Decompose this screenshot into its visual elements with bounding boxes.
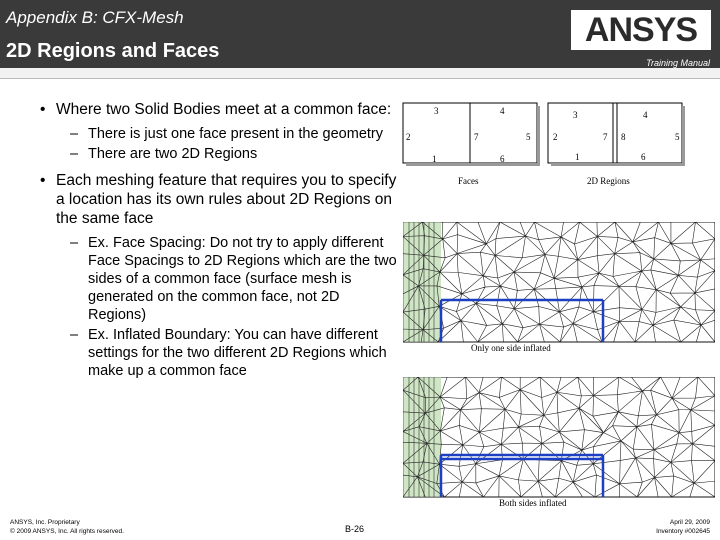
region-number: 7 (603, 132, 608, 142)
mesh-figure-only-one-side (403, 222, 715, 357)
ansys-logo (571, 10, 711, 50)
shadow (406, 163, 540, 166)
region-number: 4 (643, 110, 648, 120)
sub-bullet: – Ex. Inflated Boundary: You can have different settings for the two different 2D Regions which make up a common face (70, 326, 400, 380)
shadow (682, 106, 685, 166)
mesh-one-side-svg (403, 222, 715, 357)
bullet-2 (40, 171, 400, 380)
footer-inventory: Inventory #002645 (656, 528, 710, 535)
slide-content (40, 100, 400, 388)
mesh-both-sides-svg (403, 377, 715, 510)
face-number: 5 (526, 132, 531, 142)
sub-bullet: – There is just one face present in the geometry (70, 125, 400, 143)
footer-proprietary: ANSYS, Inc. Proprietary (10, 519, 80, 526)
ansys-logo-text: ANSYS (584, 11, 698, 49)
face-number: 2 (406, 132, 411, 142)
mesh-figure-both-sides (403, 377, 715, 510)
region-number: 1 (575, 152, 580, 162)
regions-caption: 2D Regions (587, 176, 630, 186)
faces-diagram (400, 100, 545, 190)
region-number: 2 (553, 132, 558, 142)
face-number: 1 (432, 154, 437, 164)
mesh2-caption: Both sides inflated (499, 498, 567, 508)
faces-caption: Faces (458, 176, 479, 186)
regions-diagram (545, 100, 715, 190)
mesh1-caption: Only one side inflated (471, 343, 551, 353)
footer-copyright: © 2009 ANSYS, Inc. All rights reserved. (10, 528, 124, 535)
sub-bullet: – Ex. Face Spacing: Do not try to apply different Face Spacings to 2D Regions which are the two sides of a common face (surface mesh is generated on the common face, not 2D Regions) (70, 234, 400, 324)
face-number: 7 (474, 132, 479, 142)
regions-outline (548, 103, 682, 163)
region-number: 6 (641, 152, 646, 162)
page-title: 2D Regions and Faces (6, 40, 220, 62)
face-number: 6 (500, 154, 505, 164)
region-number: 5 (675, 132, 680, 142)
bullet-1-text: Where two Solid Bodies meet at a common face: (56, 101, 392, 118)
sub-bullet: – There are two 2D Regions (70, 145, 400, 163)
footer-date: April 29, 2009 (669, 519, 710, 526)
shadow (537, 106, 540, 166)
training-manual-label: Training Manual (646, 58, 710, 68)
region-number: 3 (573, 110, 578, 120)
bullet-1 (40, 100, 400, 163)
bullet-2-text: Each meshing feature that requires you to specify a location has its own rules about 2D Regions on the same face (56, 172, 397, 227)
header-strip (0, 68, 720, 79)
shadow (551, 163, 685, 166)
page-number: B-26 (345, 524, 365, 534)
face-number: 4 (500, 106, 505, 116)
region-number: 8 (621, 132, 626, 142)
footer-left (10, 518, 124, 536)
appendix-label: Appendix B: CFX-Mesh (6, 8, 184, 27)
footer-right (656, 518, 710, 536)
face-number: 3 (434, 106, 439, 116)
